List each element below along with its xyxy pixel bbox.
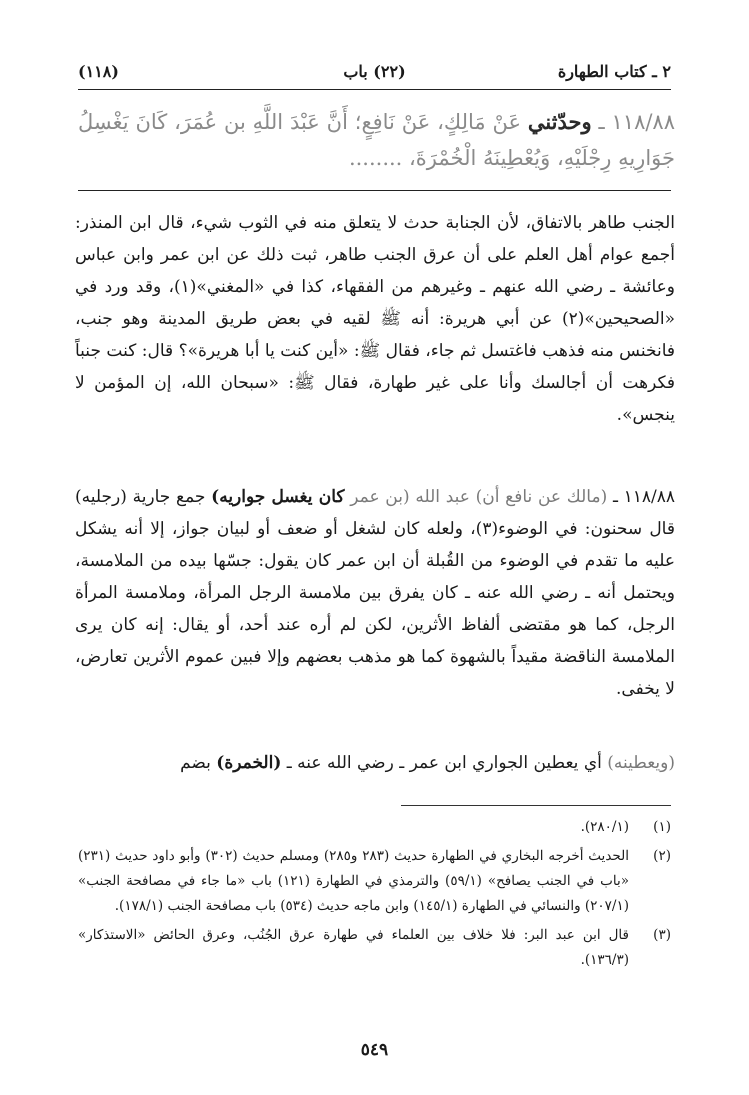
quoted-word-bold: (الخمرة) [216,753,282,773]
commentary-text-tail: بضم [180,753,211,773]
hadith-page-ref: (١١٨) [78,62,119,81]
footnote-divider [401,805,671,806]
commentary-paragraph-2 [75,481,675,705]
commentary-paragraph-3 [75,747,675,779]
chapter-title: (٢٢) باب [343,62,406,81]
footnote-number: (٣) [653,927,671,943]
quoted-isnad: (مالك عن نافع أن) عبد الله (بن عمر [350,487,608,507]
footnote-text: الحديث أخرجه البخاري في الطهارة حديث (٢٨٣ و٢٨٥) ومسلم حديث (٣٠٢) وأبو داود حديث (٢٣١) «باب في الجنب يصافح» (٥٩/١) والترمذي في الطهارة (١٢١) باب «ما جاء في مصافحة الجنب» (٢٠٧/١) والنسائي في الطهارة (١٤٥/١) وابن ماجه حديث (٥٣٤) باب مصافحة الجنب (١٧٨/١). [78,848,629,914]
footnote-text: قال ابن عبد البر: فلا خلاف بين العلماء في طهارة عرق الجُنُب، وعرق الحائض «الاستذكار» (١٣٦/٣). [78,927,629,968]
footnote [78,923,671,973]
commentary-text: أي يعطين الجواري ابن عمر ـ رضي الله عنه ـ [286,753,602,773]
header-divider [78,89,671,90]
footnote-text: (٢٨٠/١). [580,819,629,835]
footnote-number: (١) [653,819,671,835]
running-header [78,58,671,86]
hadith-text [78,104,675,176]
footnote [78,815,671,840]
hadith-opening: وحدّثني [527,109,592,134]
footnote [78,844,671,919]
hadith-divider [78,190,671,191]
page-number: ٥٤٩ [360,1040,389,1060]
quoted-word: (ويعطينه) [607,753,675,773]
book-title: ٢ ـ كتاب الطهارة [557,62,671,81]
commentary-paragraph-1: الجنب طاهر بالاتفاق، لأن الجنابة حدث لا يتعلق منه في الثوب شيء، قال ابن المنذر: أجمع عوام أهل العلم على أن عرق الجنب طاهر، ثبت ذلك عن ابن عمر وابن عباس وعائشة ـ رضي الله عنهم ـ وغيرهم من الفقهاء، كذا في «المغني»(١)، وقد ورد في «الصحيحين»(٢) عن أبي هريرة: أنه ﷺ لقيه في بعض طريق المدينة وهو جنب، فانخنس منه فذهب فاغتسل ثم جاء، فقال ﷺ: «أين كنت يا أبا هريرة»؟ قال: كنت جنباً فكرهت أن أجالسك وأنا على غير طهارة، فقال ﷺ: «سبحان الله، إن المؤمن لا ينجس». [75,213,675,425]
quoted-matn: كان يغسل جواريه) [211,487,345,507]
hadith-number: ١١٨/٨٨ ـ [598,110,675,134]
footnotes [78,815,671,977]
footnote-number: (٢) [653,848,671,864]
commentary-text: جمع جارية (رجليه) قال سحنون: في الوضوء(٣)، ولعله كان لشغل أو ضعف أو لبيان جواز، إلا أنه يشكل عليه ما تقدم في الوضوء من القُبلة أن ابن عمر كان يقول: جسّها بيده من الملامسة، ويحتمل أنه ـ رضي الله عنه ـ كان يفرق بين ملامسة الرجل المرأة، وملامسة المرأة الرجل، كما هو مقتضى ألفاظ الأثرين، لكن لم أره عند أحد، أو يقال: إنه كان يرى الملامسة الناقضة مقيداً بالشهوة كما هو مذهب بعضهم وإلا فبين عموم الأثرين تعارض، لا يخفى. [75,487,675,699]
commentary-hadith-number: ١١٨/٨٨ ـ [612,487,676,507]
hadith-body: عَنْ مَالِكٍ، عَنْ نَافِعٍ؛ أَنَّ عَبْدَ اللَّهِ بن عُمَرَ، كَانَ يَغْسِلُ جَوَارِيهِ رِجْلَيْهِ، وَيُعْطِينَهُ الْخُمْرَةَ، ........ [78,110,675,170]
